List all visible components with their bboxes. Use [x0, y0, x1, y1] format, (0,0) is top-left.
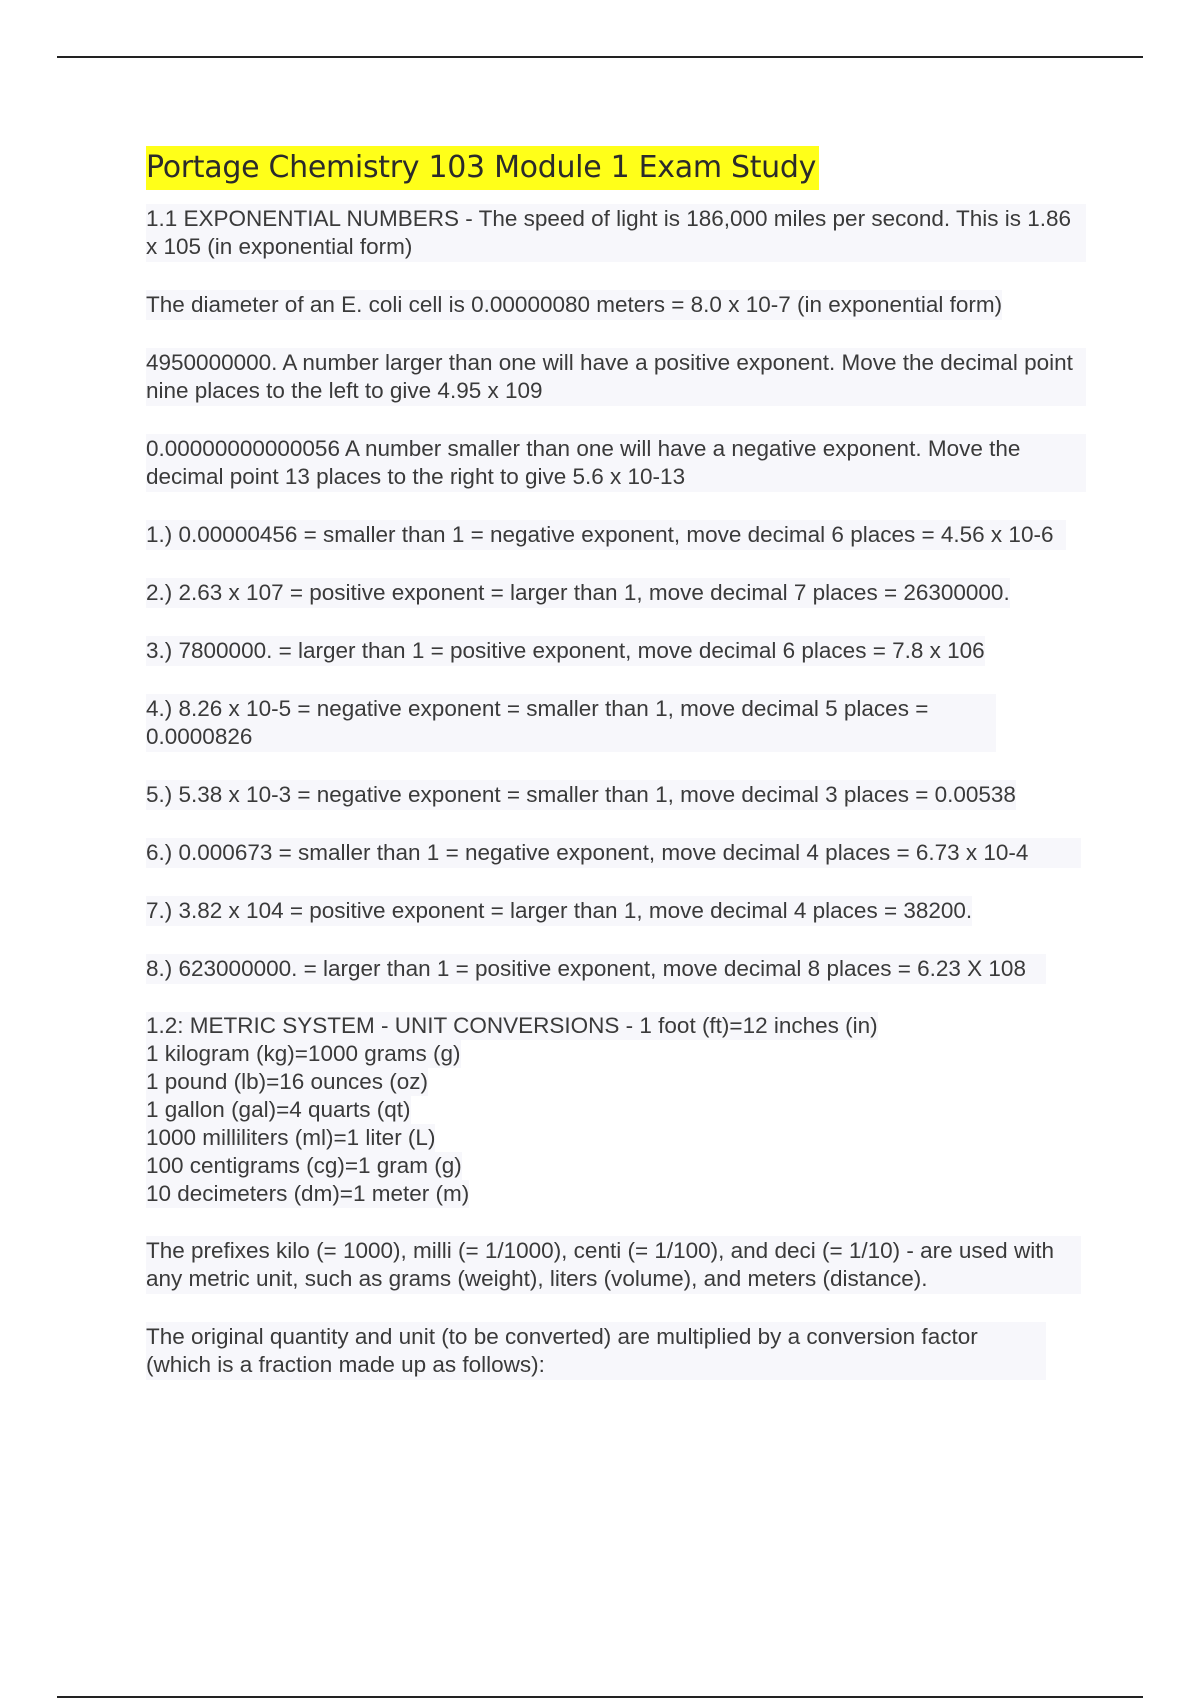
conversion-line: 1 gallon (gal)=4 quarts (qt): [146, 1097, 411, 1122]
conversion-line: 100 centigrams (cg)=1 gram (g): [146, 1153, 462, 1178]
header-rule: [57, 56, 1143, 58]
conversion-line: 10 decimeters (dm)=1 meter (m): [146, 1181, 470, 1206]
example-8: 8.) 623000000. = larger than 1 = positive exponent, move decimal 8 places = 6.23 X 108: [146, 954, 1046, 984]
conversion-line: 1000 milliliters (ml)=1 liter (L): [146, 1125, 436, 1150]
conversion-line: 1 kilogram (kg)=1000 grams (g): [146, 1041, 461, 1066]
paragraph-negative-exponent: 0.00000000000056 A number smaller than one will have a negative exponent. Move the decimal point 13 places to the right to give 5.6 x 10-13: [146, 434, 1086, 492]
paragraph-ecoli-diameter: The diameter of an E. coli cell is 0.00000080 meters = 8.0 x 10-7 (in exponential form): [146, 290, 1002, 320]
paragraph-positive-exponent: 4950000000. A number larger than one will have a positive exponent. Move the decimal point nine places to the left to give 4.95 x 109: [146, 348, 1086, 406]
metric-conversions-heading: 1.2: METRIC SYSTEM - UNIT CONVERSIONS - 1 foot (ft)=12 inches (in): [146, 1013, 878, 1038]
conversion-line: 1 pound (lb)=16 ounces (oz): [146, 1069, 429, 1094]
metric-conversions-block: [146, 1012, 1096, 1208]
example-2: 2.) 2.63 x 107 = positive exponent = larger than 1, move decimal 7 places = 26300000.: [146, 578, 1010, 608]
footer-rule: [57, 1696, 1143, 1698]
example-1: 1.) 0.00000456 = smaller than 1 = negative exponent, move decimal 6 places = 4.56 x 10-6: [146, 520, 1066, 550]
example-7: 7.) 3.82 x 104 = positive exponent = larger than 1, move decimal 4 places = 38200.: [146, 896, 972, 926]
example-6: 6.) 0.000673 = smaller than 1 = negative exponent, move decimal 4 places = 6.73 x 10-4: [146, 838, 1081, 868]
paragraph-conversion-factor: The original quantity and unit (to be converted) are multiplied by a conversion factor (which is a fraction made up as follows):: [146, 1322, 1046, 1380]
page-content: [146, 146, 1096, 1408]
example-4: 4.) 8.26 x 10-5 = negative exponent = smaller than 1, move decimal 5 places = 0.0000826: [146, 694, 996, 752]
example-5: 5.) 5.38 x 10-3 = negative exponent = smaller than 1, move decimal 3 places = 0.00538: [146, 780, 1016, 810]
paragraph-metric-prefixes: The prefixes kilo (= 1000), milli (= 1/1000), centi (= 1/100), and deci (= 1/10) - are used with any metric unit, such as grams (weight), liters (volume), and meters (distance).: [146, 1236, 1081, 1294]
paragraph-exponential-numbers: 1.1 EXPONENTIAL NUMBERS - The speed of light is 186,000 miles per second. This is 1.86 x 105 (in exponential form): [146, 204, 1086, 262]
example-3: 3.) 7800000. = larger than 1 = positive exponent, move decimal 6 places = 7.8 x 106: [146, 636, 985, 666]
document-title: Portage Chemistry 103 Module 1 Exam Study: [146, 146, 819, 190]
